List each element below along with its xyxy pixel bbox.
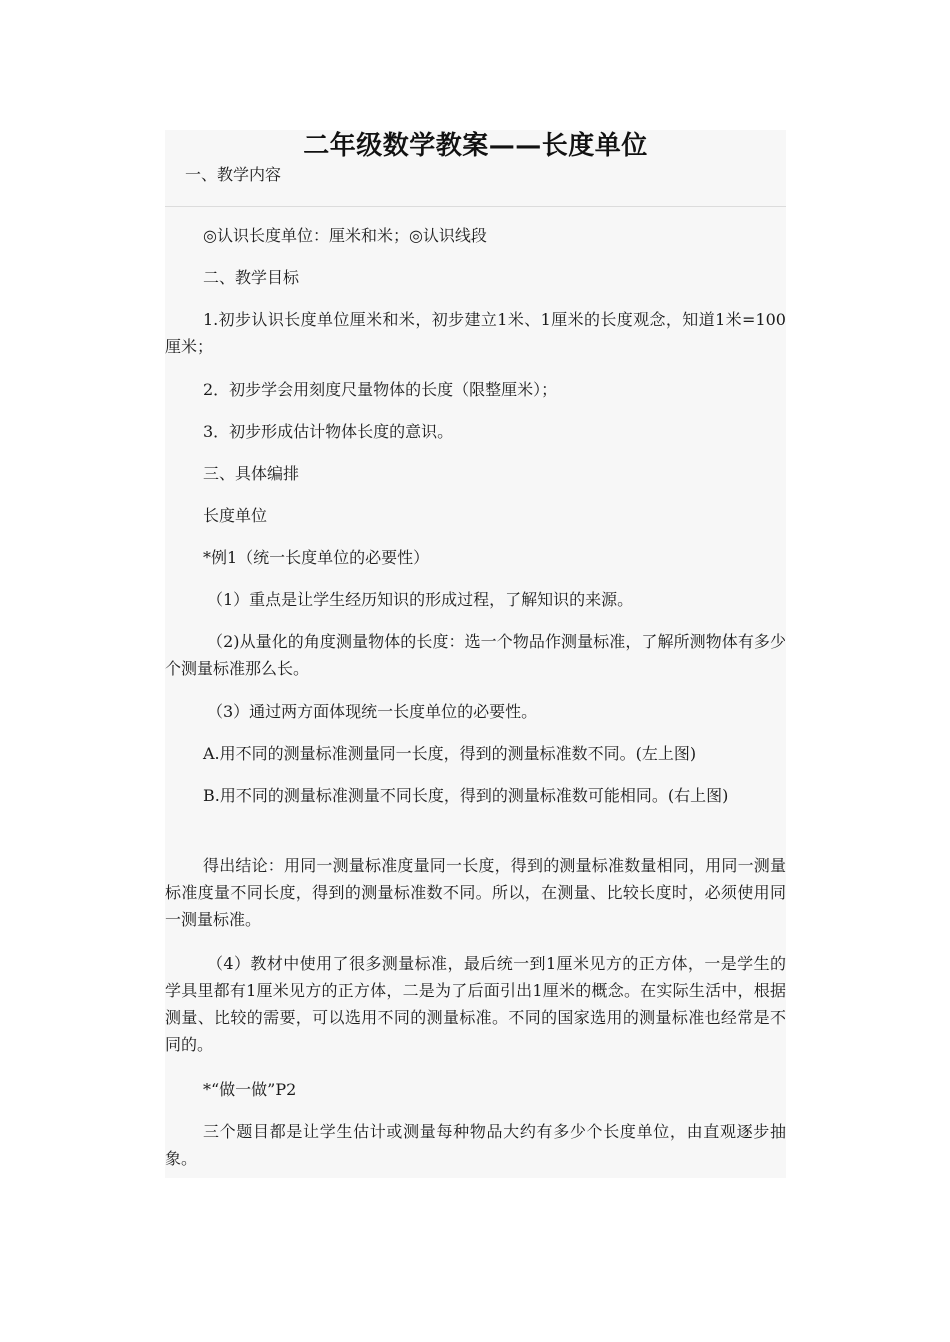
paragraph-item-a: A.用不同的测量标准测量同一长度，得到的测量标准数不同。(左上图) [203,744,697,763]
lesson-plan-content [165,130,786,1178]
paragraph-goal-3: 3．初步形成估计物体长度的意识。 [203,422,454,441]
document-title: 二年级数学教案——长度单位 [303,131,648,161]
paragraph-do-it: *“做一做”P2 [203,1080,297,1099]
paragraph-goal-2: 2．初步学会用刻度尺量物体的长度（限整厘米）； [203,380,558,399]
section-heading-teaching-content: 一、教学内容 [185,165,282,184]
paragraph-exercise-note: 三个题目都是让学生估计或测量每种物品大约有多少个长度单位，由直观逐步抽象。 [165,1122,786,1168]
section-heading-arrangement: 三、具体编排 [203,464,300,483]
paragraph-point-3: （3）通过两方面体现统一长度单位的必要性。 [207,702,538,721]
paragraph-example-1: *例1（统一长度单位的必要性） [203,548,430,567]
paragraph-item-b: B.用不同的测量标准测量不同长度，得到的测量标准数可能相同。(右上图) [203,786,729,805]
paragraph-conclusion: 得出结论：用同一测量标准度量同一长度，得到的测量标准数量相同，用同一测量标准度量不同长度，得到的测量标准数不同。所以，在测量、比较长度时，必须使用同一测量标准。 [165,856,786,929]
paragraph-goal-1: 1.初步认识长度单位厘米和米，初步建立1米、1厘米的长度观念，知道1米=100厘米； [165,310,786,356]
paragraph-point-2: （2)从量化的角度测量物体的长度：选一个物品作测量标准，了解所测物体有多少个测量标准那么长。 [165,632,786,678]
document-header [165,130,786,207]
subheading-length-unit: 长度单位 [203,506,268,525]
section-heading-teaching-goals: 二、教学目标 [203,268,300,287]
paragraph-teaching-content: ◎认识长度单位：厘米和米；◎认识线段 [203,226,487,245]
paragraph-point-4: （4）教材中使用了很多测量标准，最后统一到1厘米见方的正方体，一是学生的学具里都有1厘米见方的正方体，二是为了后面引出1厘米的概念。在实际生活中，根据测量、比较的需要，可以选用不同的测量标准。不同的国家选用的测量标准也经常是不同的。 [165,954,786,1054]
header-divider [165,206,786,207]
paragraph-point-1: （1）重点是让学生经历知识的形成过程，了解知识的来源。 [207,590,634,609]
